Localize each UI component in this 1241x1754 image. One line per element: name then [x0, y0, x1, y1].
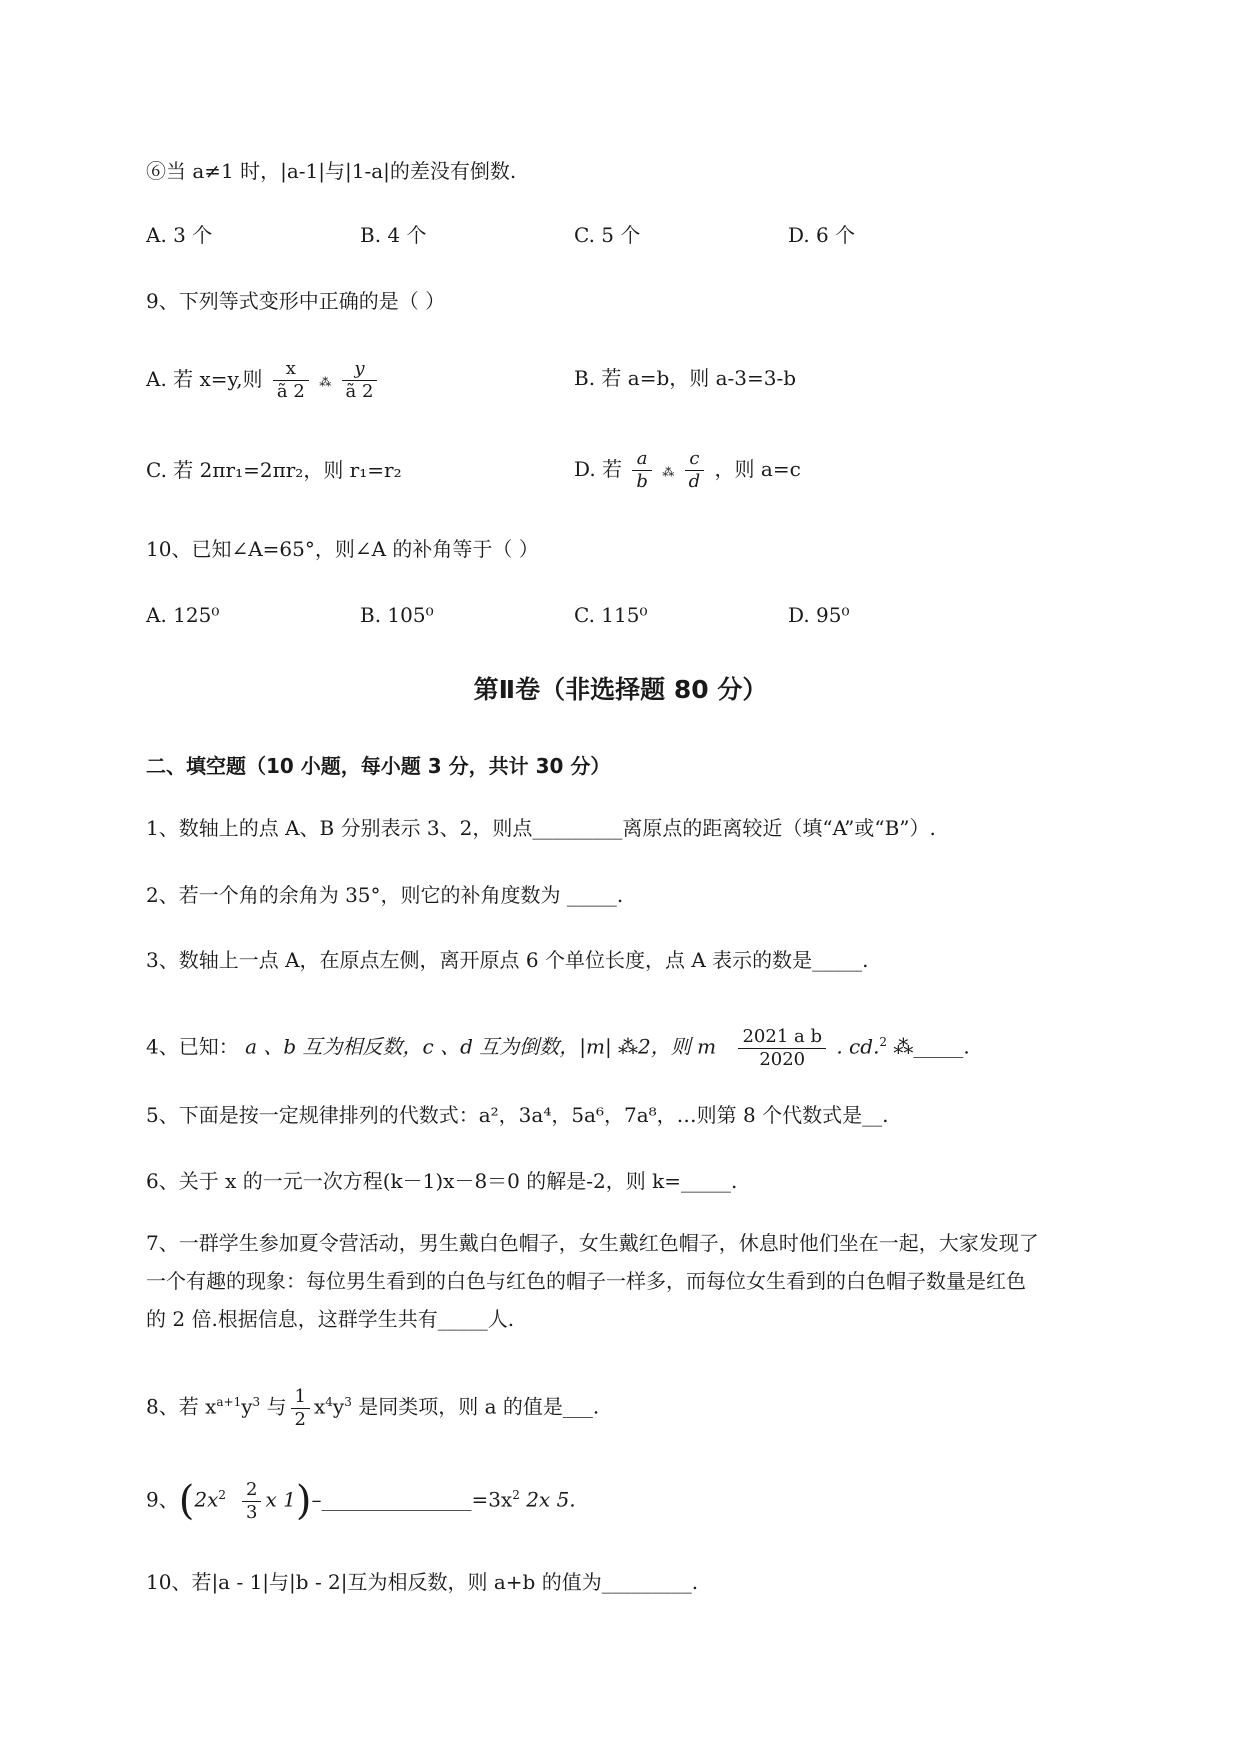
fill-q8-fraction	[291, 1386, 310, 1431]
q10-option-d: D. 95⁰	[788, 603, 850, 627]
left-paren: (	[178, 1478, 195, 1525]
q9-option-a	[146, 358, 381, 403]
fill-q8-prefix: 8、若 x	[146, 1394, 217, 1419]
question-10-stem: 10、已知∠A=65°，则∠A 的补角等于（ ）	[146, 537, 539, 561]
fill-q9-fraction	[242, 1479, 261, 1524]
fill-q8-with: 与	[260, 1394, 287, 1419]
fill-q4-prefix: 4、已知：	[146, 1034, 239, 1059]
q9-option-b: B. 若 a=b，则 a-3=3-b	[574, 366, 797, 390]
fraction-numerator: 2	[242, 1479, 261, 1502]
fill-q7-line-3: 的 2 倍.根据信息，这群学生共有_____人.	[146, 1307, 515, 1331]
fill-q9-blank: –_______________=3x	[311, 1487, 513, 1512]
fill-question-4	[146, 1022, 970, 1071]
q9-option-a-fraction-1	[273, 358, 309, 403]
q9-option-d-relation: ⁂	[662, 465, 675, 479]
fill-q7-line-1: 7、一群学生参加夏令营活动，男生戴白色帽子，女生戴红色帽子，休息时他们坐在一起，大家发现了	[146, 1231, 1039, 1255]
fraction-denominator: ã 2	[345, 381, 374, 402]
fill-question-10: 10、若|a - 1|与|b - 2|互为相反数，则 a+b 的值为_________.	[146, 1570, 699, 1594]
fill-q9-exp-1: 2	[218, 1488, 226, 1502]
fill-q8-y: y	[241, 1394, 253, 1419]
fill-q8-exp-1: a+1	[216, 1395, 242, 1409]
q9-option-a-fraction-2	[342, 358, 378, 403]
fraction-denominator: ã 2	[276, 381, 305, 402]
fraction-numerator: 1	[291, 1386, 310, 1409]
q9-option-d-fraction-2	[685, 448, 705, 493]
fill-q8-x: x	[313, 1394, 326, 1419]
part-2-title: 第Ⅱ卷（非选择题 80 分）	[473, 675, 768, 704]
fill-q8-exp-4: 3	[344, 1395, 352, 1409]
q10-option-b: B. 105⁰	[360, 603, 434, 627]
q9-option-d-fraction-1	[632, 448, 652, 493]
fill-q4-exponent: 2	[879, 1035, 888, 1049]
fill-q4-conditions: a 、b 互为相反数，c 、d 互为倒数，|m| ⁂2，则 m	[245, 1034, 717, 1059]
q9-option-a-relation: ⁂	[319, 375, 332, 389]
fill-q8-y2: y	[332, 1394, 345, 1419]
q8-option-d: D. 6 个	[788, 223, 856, 247]
question-8-statement-6: ⑥当 a≠1 时，|a-1|与|1-a|的差没有倒数.	[146, 159, 517, 183]
fill-q8-suffix: 是同类项，则 a 的值是___.	[351, 1394, 600, 1419]
question-9-stem: 9、下列等式变形中正确的是（ ）	[146, 289, 446, 313]
q9-option-c: C. 若 2πr₁=2πr₂，则 r₁=r₂	[146, 458, 402, 482]
fill-q9-tail: 2x 5.	[519, 1487, 576, 1512]
fill-question-8	[146, 1380, 599, 1431]
fill-question-5: 5、下面是按一定规律排列的代数式：a²，3a⁴，5a⁶，7a⁸，…则第 8 个代数式是__.	[146, 1103, 889, 1127]
fraction-numerator: y	[342, 358, 378, 381]
fill-q7-line-2: 一个有趣的现象：每位男生看到的白色与红色的帽子一样多，而每位女生看到的白色帽子数量是红色	[146, 1269, 1026, 1293]
fraction-numerator: a	[632, 448, 652, 471]
q9-option-a-prefix: A. 若 x=y,则	[146, 367, 263, 391]
q9-option-d	[574, 448, 801, 493]
q9-option-d-suffix: ，则 a=c	[714, 457, 801, 481]
q8-option-c: C. 5 个	[574, 223, 641, 247]
fill-q8-exp-2: 3	[252, 1395, 261, 1409]
fill-question-9	[146, 1470, 576, 1525]
fill-q9-prefix: 9、	[146, 1487, 179, 1512]
q8-option-b: B. 4 个	[360, 223, 427, 247]
fill-question-2: 2、若一个角的余角为 35°，则它的补角度数为 _____.	[146, 883, 624, 907]
fraction-numerator: c	[685, 448, 705, 471]
fill-q4-product: . cd.	[836, 1034, 880, 1059]
right-paren: )	[295, 1478, 312, 1525]
fraction-denominator: 2020	[759, 1048, 806, 1070]
fill-q8-exp-3: 4	[325, 1395, 333, 1409]
fill-question-1: 1、数轴上的点 A、B 分别表示 3、2，则点_________离原点的距离较近（填“A”或“B”）.	[146, 816, 936, 840]
fill-question-6: 6、关于 x 的一元一次方程(k－1)x－8＝0 的解是-2，则 k=_____.	[146, 1169, 738, 1193]
fraction-denominator: b	[636, 471, 648, 492]
q10-option-a: A. 125⁰	[146, 603, 220, 627]
fraction-numerator: x	[273, 358, 309, 381]
fraction-numerator: 2021 a b	[738, 1026, 826, 1049]
fill-question-7	[146, 1224, 1146, 1338]
fill-q9-term-2: x 1	[265, 1487, 296, 1512]
section-2-heading: 二、填空题（10 小题，每小题 3 分，共计 30 分）	[146, 754, 611, 778]
fill-question-3: 3、数轴上一点 A，在原点左侧，离开原点 6 个单位长度，点 A 表示的数是_____.	[146, 948, 869, 972]
fraction-denominator: 2	[294, 1408, 306, 1430]
fill-q9-exp-2: 2	[512, 1488, 520, 1502]
fill-q9-term-1: 2x	[194, 1487, 219, 1512]
q8-option-a: A. 3 个	[146, 223, 213, 247]
q10-option-c: C. 115⁰	[574, 603, 648, 627]
q9-option-d-prefix: D. 若	[574, 457, 623, 481]
fill-q4-fraction	[738, 1026, 826, 1071]
fill-q4-blank: ⁂_____.	[887, 1034, 970, 1059]
fraction-denominator: 3	[246, 1501, 258, 1523]
fraction-denominator: d	[688, 471, 701, 492]
